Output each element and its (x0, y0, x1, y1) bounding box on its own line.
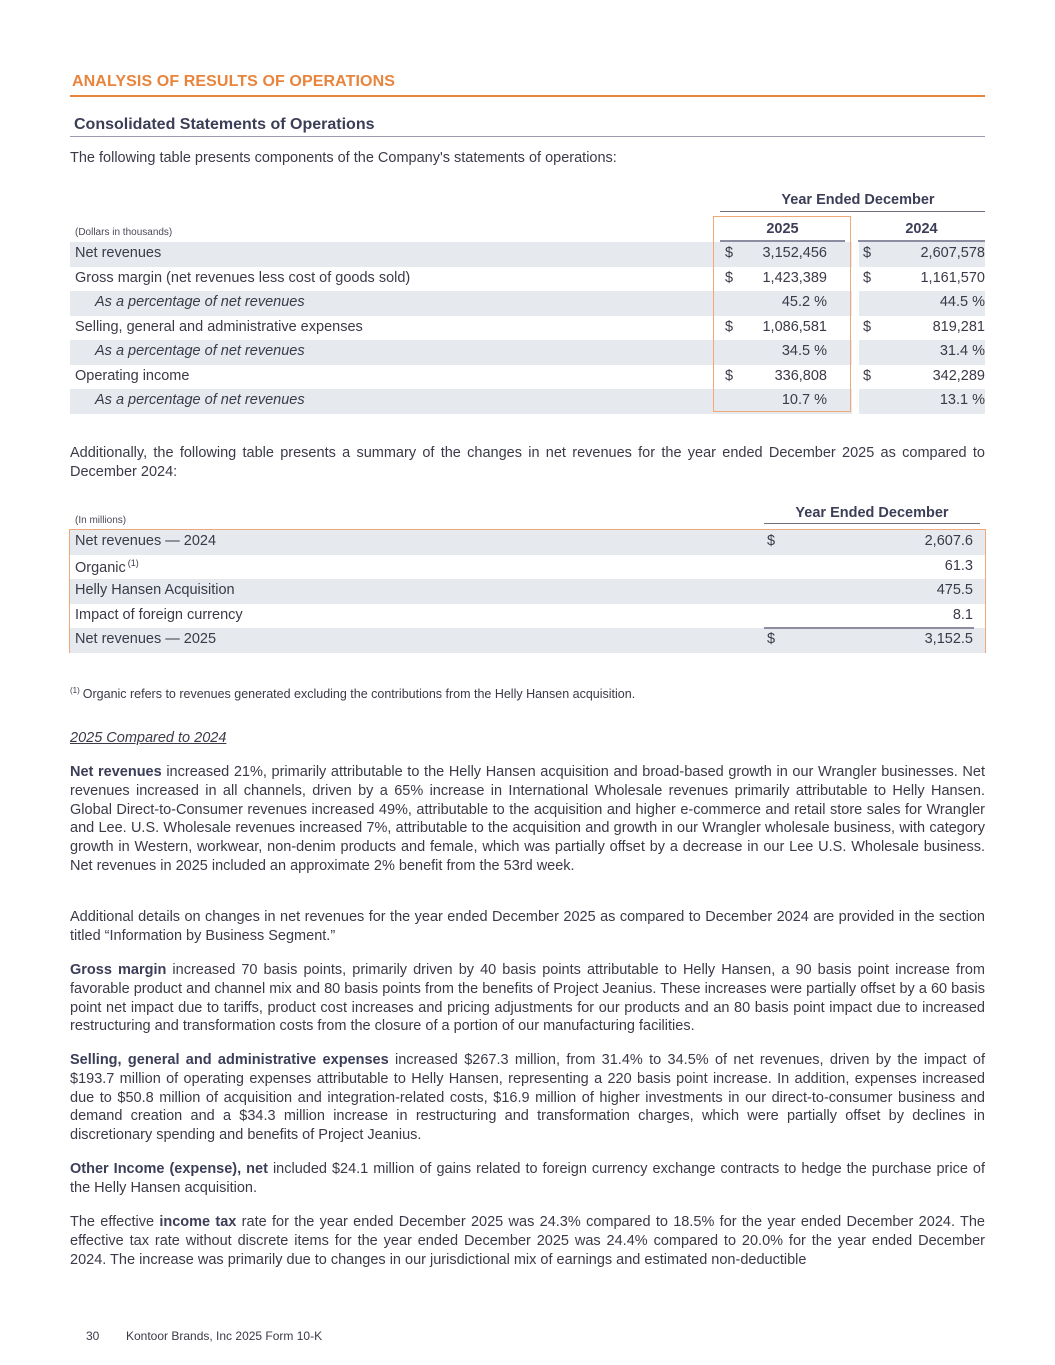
value-2025: 1,423,389 (762, 269, 827, 286)
comparison-heading: 2025 Compared to 2024 (70, 730, 227, 746)
currency-2025: $ (725, 318, 734, 335)
table2-body (69, 529, 986, 653)
footnote (70, 686, 635, 701)
total-rule (764, 627, 974, 629)
row-label-text: Helly Hansen Acquisition (75, 582, 235, 598)
row-label-text: Net revenues — 2025 (75, 631, 217, 647)
table1-group-header: Year Ended December (781, 192, 935, 208)
section-divider (70, 95, 985, 97)
row-label (75, 631, 216, 647)
column-gap (852, 389, 859, 414)
section-title: ANALYSIS OF RESULTS OF OPERATIONS (72, 73, 396, 90)
row-label-text: Organic (75, 559, 126, 576)
value-2024: 342,289 (932, 367, 985, 384)
paragraph-additional-details (70, 908, 985, 946)
currency-2024: $ (863, 318, 872, 335)
table2-row (70, 604, 985, 629)
table1-col-2024: 2024 (905, 221, 938, 237)
row-label (75, 582, 235, 598)
column-gap (852, 316, 859, 341)
row-label: As a percentage of net revenues (95, 294, 305, 310)
currency-2025: $ (725, 269, 734, 286)
paragraph-net-revenues (70, 763, 985, 876)
row-value: 2,607.6 (924, 533, 973, 549)
table2-group-header-rule (764, 523, 980, 524)
row-value: 8.1 (952, 606, 973, 623)
row-label-text: Net revenues — 2024 (75, 533, 217, 549)
value-2024: 13.1 % (939, 392, 985, 408)
table1-group-header-rule (720, 211, 985, 212)
paragraph-lead: Gross margin (70, 962, 167, 978)
paragraph-lead: Selling, general and administrative expenses (70, 1052, 389, 1068)
value-2025: 3,152,456 (762, 245, 827, 261)
value-2024: 1,161,570 (920, 269, 985, 286)
table2-group-header: Year Ended December (795, 505, 949, 521)
column-gap (852, 242, 859, 267)
paragraph-text: included $24.1 million of gains related to foreign currency exchange contracts to hedge the purchase price of the Helly Hansen acquisition. (70, 1161, 985, 1196)
intro-text: The following table presents components of the Company's statements of operations: (70, 150, 617, 166)
currency-2024: $ (863, 367, 872, 384)
row-value: 61.3 (944, 557, 973, 574)
table1-row (70, 291, 985, 316)
paragraph-text: increased $267.3 million, from 31.4% to 34.5% of net revenues, driven by the impact of $193.7 million of operating expenses attributable to Helly Hansen, representing a 220 basis point increase. In addition, expenses increased due to $50.8 million of acquisition and integration-related costs, $16.9 million of higher investments in our direct-to-consumer business and demand creation and a $34.3 million increase in restructuring and transformation charges, which were partially offset by declines in discretionary spending and benefits of Project Jeanius. (70, 1052, 985, 1144)
value-2025: 45.2 % (781, 294, 827, 310)
table1-row (70, 267, 985, 292)
value-2025: 34.5 % (781, 343, 827, 359)
value-2024: 2,607,578 (920, 245, 985, 261)
table2-row (70, 628, 985, 653)
subsection-divider (70, 136, 985, 137)
currency-2024: $ (863, 269, 872, 286)
value-2025: 1,086,581 (762, 318, 827, 335)
column-gap (852, 291, 859, 316)
paragraph-text: increased 21%, primarily attributable to the Helly Hansen acquisition and broad-based growth in our Wrangler businesses. Net revenues increased in all channels, driven by a 65% increase in International Wholesale revenues primarily attributable to Helly Hansen. Global Direct-to-Consumer revenues increased 49%, attributable to the acquisition and higher e-commerce and retail store sales for Wrangler and Lee. U.S. Wholesale revenues increased 7%, attributable to the acquisition and growth in our Wrangler wholesale business, with category growth in Western, workwear, non-denim products and female, which was partially offset by a decrease in our Lee U.S. Wholesale business. Net revenues in 2025 included an approximate 2% benefit from the 53rd week. (70, 764, 985, 874)
paragraph-other-income (70, 1160, 985, 1198)
value-2024: 819,281 (932, 318, 985, 335)
paragraph-text: Additional details on changes in net revenues for the year ended December 2025 as compared to December 2024 are provided in the section titled “Information by Business Segment.” (70, 909, 985, 944)
paragraph-gross-margin (70, 961, 985, 1036)
row-label: As a percentage of net revenues (95, 343, 305, 359)
currency: $ (767, 533, 776, 549)
paragraph-lead: Net revenues (70, 764, 162, 780)
table1-row (70, 340, 985, 365)
footer-doc-title: Kontoor Brands, Inc 2025 Form 10-K (126, 1329, 323, 1343)
row-value: 475.5 (936, 582, 973, 598)
row-label (75, 533, 216, 549)
value-2024: 31.4 % (939, 343, 985, 359)
paragraph-text: increased 70 basis points, primarily driven by 40 basis points attributable to Helly Hansen, a 90 basis point increase from favorable product and channel mix and 80 basis points from the benefits of Project Jeanius. These increases were partially offset by a 60 basis point net impact due to tariffs, product cost increases and pricing adjustments for our products and an 80 basis point impact due to increased restructuring and transformation costs from the closure of a portion of our manufacturing facilities. (70, 962, 985, 1035)
currency-2025: $ (725, 245, 734, 261)
table2-unit-label: (In millions) (75, 515, 127, 526)
currency-2025: $ (725, 367, 734, 384)
row-label: Selling, general and administrative expenses (75, 318, 363, 335)
table1-col-2025: 2025 (766, 221, 799, 237)
currency: $ (767, 631, 776, 647)
table2-row (70, 530, 985, 555)
table2-row (70, 555, 985, 580)
row-label: Operating income (75, 367, 190, 384)
row-label (75, 558, 139, 576)
row-value: 3,152.5 (924, 631, 973, 647)
paragraph-lead: income tax (159, 1214, 237, 1230)
currency-2024: $ (863, 245, 872, 261)
row-label: As a percentage of net revenues (95, 392, 305, 408)
row-label-text: Impact of foreign currency (75, 606, 243, 623)
table1-row (70, 365, 985, 390)
row-label: Net revenues (75, 245, 162, 261)
table1-row (70, 242, 985, 267)
paragraph-text: rate for the year ended December 2025 was 24.3% compared to 18.5% for the year ended December 2024. The effective tax rate without discrete items for the year ended December 2025 was 24.4% compared to 20.0% for the year ended December 2024. The increase was primarily due to changes in our jurisdictional mix of earnings and estimated non-deductible (70, 1214, 986, 1268)
table1-row (70, 316, 985, 341)
subsection-title: Consolidated Statements of Operations (74, 116, 375, 133)
value-2024: 44.5 % (939, 294, 985, 310)
table2-row (70, 579, 985, 604)
column-gap (852, 340, 859, 365)
value-2025: 10.7 % (781, 392, 827, 408)
paragraph-lead: Other Income (expense), net (70, 1161, 268, 1177)
paragraph-sga (70, 1051, 985, 1145)
paragraph-pre: The effective (70, 1214, 160, 1230)
row-label (75, 607, 243, 623)
value-2025: 336,808 (774, 367, 827, 384)
row-label: Gross margin (net revenues less cost of goods sold) (75, 269, 411, 286)
page-number: 30 (86, 1329, 100, 1343)
paragraph-income-tax (70, 1213, 985, 1269)
footnote-text: Organic refers to revenues generated excluding the contributions from the Helly Hansen acquisition. (82, 687, 636, 701)
column-gap (852, 267, 859, 292)
footnote-marker: (1) (70, 686, 80, 695)
table1-unit-label: (Dollars in thousands) (75, 227, 173, 238)
footnote-ref: (1) (127, 557, 139, 568)
column-gap (852, 365, 859, 390)
table2-intro-text: Additionally, the following table presents a summary of the changes in net revenues for the year ended December 2025 as compared to December 2024: (70, 445, 985, 480)
table1-row (70, 389, 985, 414)
